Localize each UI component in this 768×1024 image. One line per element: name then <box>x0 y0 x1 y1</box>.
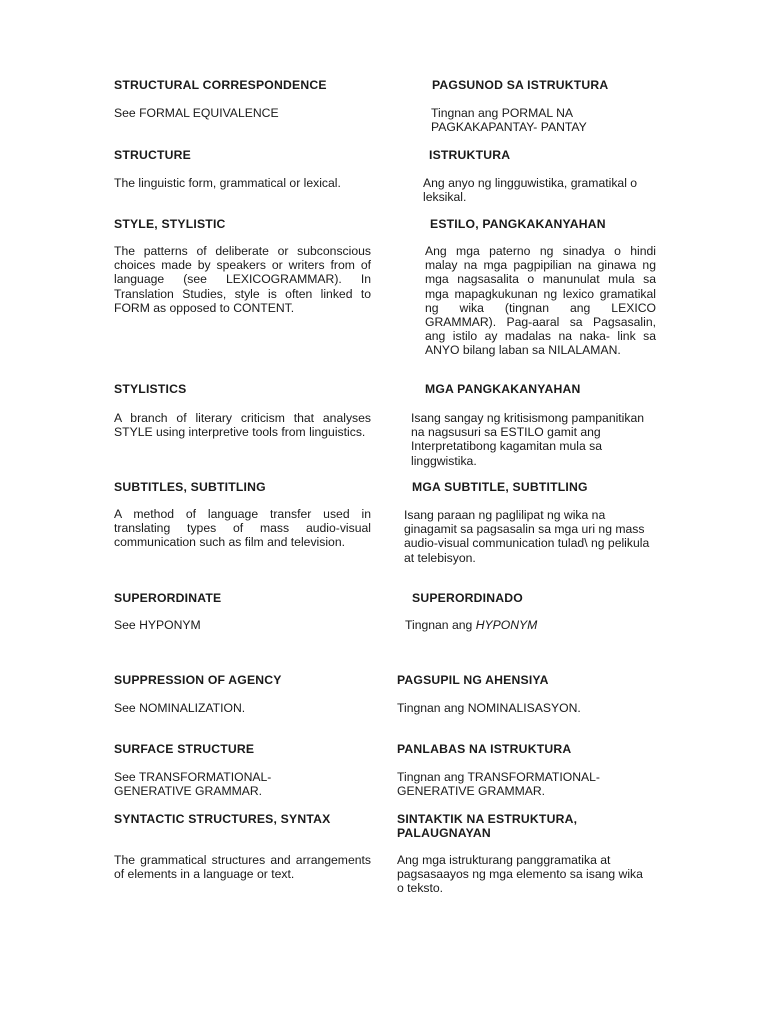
definition-tl-mga-subtitle-subtitling: Isang paraan ng paglilipat ng wika na ginagamit sa pagsasalin sa mga uri ng mass audio-visual communication tulad\ ng pelikula at telebisyon. <box>404 508 650 565</box>
term-en-stylistics: STYLISTICS <box>114 382 187 396</box>
term-en-syntactic-structures-syntax: SYNTACTIC STRUCTURES, SYNTAX <box>114 812 331 826</box>
term-en-structure: STRUCTURE <box>114 148 191 162</box>
term-en-superordinate: SUPERORDINATE <box>114 591 222 605</box>
term-en-structural-correspondence: STRUCTURAL CORRESPONDENCE <box>114 78 327 92</box>
term-en-suppression-of-agency: SUPPRESSION OF AGENCY <box>114 673 282 687</box>
term-tl-estilo-pangkakanyahan: ESTILO, PANGKAKANYAHAN <box>430 217 606 231</box>
term-tl-pagsunod-sa-istruktura: PAGSUNOD SA ISTRUKTURA <box>432 78 609 92</box>
definition-tl-prefix: Tingnan ang <box>405 618 476 632</box>
definition-en-syntactic-structures-syntax: The grammatical structures and arrangements of elements in a language or text. <box>114 853 371 882</box>
term-tl-istruktura: ISTRUKTURA <box>429 148 511 162</box>
definition-tl-estilo-pangkakanyahan: Ang mga paterno ng sinadya o hindi malay na mga pagpipilian na ginawa ng mga nagsasalita o manunulat mula sa mga mapagkukunan ng lexico gramatikal ng wika (tingnan ang LEXICO GRAMMAR). Pag-aaral sa Pagsasalin, ang istilo ay madalas na naka- link sa ANYO bilang laban sa NILALAMAN. <box>425 244 656 358</box>
definition-tl-pagsupil-ng-ahensiya: Tingnan ang NOMINALISASYON. <box>397 701 581 715</box>
term-en-style-stylistic: STYLE, STYLISTIC <box>114 217 226 231</box>
term-en-surface-structure: SURFACE STRUCTURE <box>114 742 255 756</box>
term-en-subtitles-subtitling: SUBTITLES, SUBTITLING <box>114 480 266 494</box>
definition-en-superordinate: See HYPONYM <box>114 618 201 632</box>
definition-tl-mga-pangkakanyahan: Isang sangay ng kritisismong pampanitikan na nagsusuri sa ESTILO gamit ang Interpretatibong kagamitan mula sa linggwistika. <box>411 411 645 468</box>
term-tl-superordinado: SUPERORDINADO <box>412 591 523 605</box>
term-tl-panlabas-na-istruktura: PANLABAS NA ISTRUKTURA <box>397 742 572 756</box>
term-tl-mga-pangkakanyahan: MGA PANGKAKANYAHAN <box>425 382 581 396</box>
definition-en-suppression-of-agency: See NOMINALIZATION. <box>114 701 246 715</box>
definition-tl-panlabas-na-istruktura: Tingnan ang TRANSFORMATIONAL- GENERATIVE GRAMMAR. <box>397 770 600 799</box>
definition-tl-pagsunod-sa-istruktura: Tingnan ang PORMAL NA PAGKAKAPANTAY- PANTAY <box>431 106 587 135</box>
term-tl-pagsupil-ng-ahensiya: PAGSUPIL NG AHENSIYA <box>397 673 549 687</box>
definition-en-style-stylistic: The patterns of deliberate or subconscious choices made by speakers or writers from of language (see LEXICOGRAMMAR). In Translation Studies, style is often linked to FORM as opposed to CONTENT. <box>114 244 371 315</box>
definition-tl-sintaktik-na-estruktura: Ang mga istrukturang panggramatika at pagsasaayos ng mga elemento sa isang wika o teksto. <box>397 853 643 896</box>
definition-en-subtitles-subtitling: A method of language transfer used in translating types of mass audio-visual communication such as film and television. <box>114 507 371 550</box>
term-tl-mga-subtitle-subtitling: MGA SUBTITLE, SUBTITLING <box>412 480 588 494</box>
definition-tl-emphasis: HYPONYM <box>475 618 538 632</box>
definition-tl-superordinado <box>405 618 645 632</box>
definition-en-structural-correspondence: See FORMAL EQUIVALENCE <box>114 106 279 120</box>
definition-en-structure: The linguistic form, grammatical or lexical. <box>114 176 341 190</box>
term-tl-sintaktik-na-estruktura: SINTAKTIK NA ESTRUKTURA, PALAUGNAYAN <box>397 812 578 841</box>
definition-tl-istruktura: Ang anyo ng lingguwistika, gramatikal o leksikal. <box>423 176 638 205</box>
definition-en-stylistics: A branch of literary criticism that analyses STYLE using interpretive tools from linguistics. <box>114 411 371 440</box>
definition-en-surface-structure: See TRANSFORMATIONAL- GENERATIVE GRAMMAR. <box>114 770 272 799</box>
